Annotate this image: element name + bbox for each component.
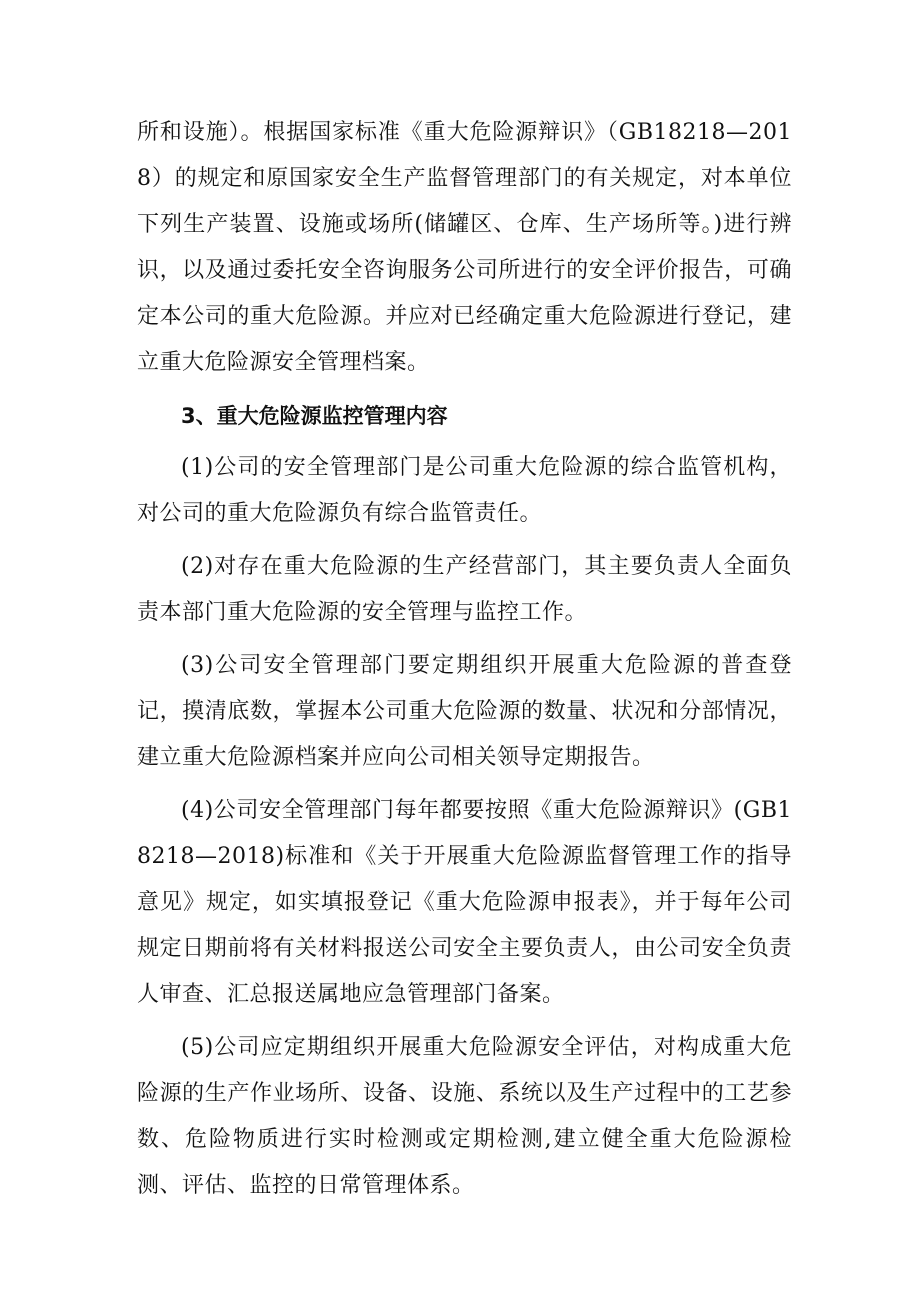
- item-paragraph-5: (5)公司应定期组织开展重大危险源安全评估，对构成重大危险源的生产作业场所、设备、设施、系统以及生产过程中的工艺参数、危险物质进行实时检测或定期检测,建立健全重大危险源检测、评估、监控的日常管理体系。: [137, 1035, 792, 1198]
- item-paragraph-2: (2)对存在重大危险源的生产经营部门，其主要负责人全面负责本部门重大危险源的安全管理与监控工作。: [137, 554, 792, 625]
- document-body: [137, 110, 792, 1216]
- item-paragraph-3: (3)公司安全管理部门要定期组织开展重大危险源的普查登记，摸清底数，掌握本公司重大危险源的数量、状况和分部情况，建立重大危险源档案并应向公司相关领导定期报告。: [137, 653, 792, 770]
- item-paragraph-1: (1)公司的安全管理部门是公司重大危险源的综合监管机构，对公司的重大危险源负有综合监管责任。: [137, 455, 792, 526]
- item-paragraph-4: (4)公司安全管理部门每年都要按照《重大危险源辩识》(GB18218—2018)标准和《关于开展重大危险源监督管理工作的指导意见》规定，如实填报登记《重大危险源申报表》，并于每年公司规定日期前将有关材料报送公司安全主要负责人，由公司安全负责人审查、汇总报送属地应急管理部门备案。: [137, 798, 792, 1007]
- intro-paragraph: 所和设施）。根据国家标准《重大危险源辩识》（GB18218—2018）的规定和原国家安全生产监督管理部门的有关规定，对本单位下列生产装置、设施或场所(储罐区、仓库、生产场所等。)进行辨识，以及通过委托安全咨询服务公司所进行的安全评价报告，可确定本公司的重大危险源。并应对已经确定重大危险源进行登记，建立重大危险源安全管理档案。: [137, 120, 792, 375]
- section-heading: 3、重大危险源监控管理内容: [181, 404, 448, 428]
